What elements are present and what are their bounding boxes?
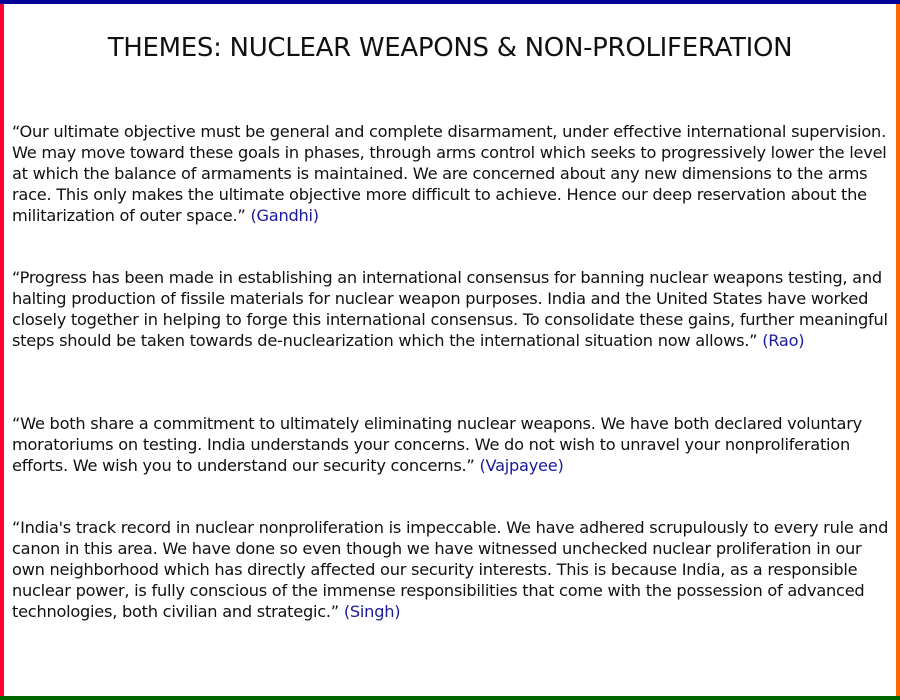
quote-gandhi	[12, 121, 894, 226]
quote-author: (Gandhi)	[250, 206, 319, 225]
border-left	[0, 4, 4, 696]
quote-text: “Progress has been made in establishing an international consensus for banning nuclear weapons testing, and halting production of fissile materials for nuclear weapon purposes. India and the United States have worked closely together in helping to forge this international consensus. To consolidate these gains, further meaningful steps should be taken towards de-nuclearization which the international situation now allows.”	[12, 268, 888, 350]
quote-author: (Singh)	[343, 602, 401, 621]
border-bottom	[0, 696, 900, 700]
quote-text: “We both share a commitment to ultimately eliminating nuclear weapons. We have both declared voluntary moratoriums on testing. India understands your concerns. We do not wish to unravel your nonproliferation efforts. We wish you to understand our security concerns.”	[12, 414, 862, 475]
quote-author: (Rao)	[762, 331, 805, 350]
border-right	[896, 4, 900, 696]
slide-title: THEMES: NUCLEAR WEAPONS & NON-PROLIFERATION	[107, 33, 793, 63]
quote-vajpayee	[12, 413, 894, 476]
quote-author: (Vajpayee)	[479, 456, 564, 475]
quote-rao	[12, 267, 894, 351]
quote-singh	[12, 517, 894, 622]
border-top	[0, 0, 900, 4]
quote-text: “India's track record in nuclear nonproliferation is impeccable. We have adhered scrupulously to every rule and canon in this area. We have done so even though we have witnessed unchecked nuclear proliferation in our own neighborhood which has directly affected our security interests. This is because India, as a responsible nuclear power, is fully conscious of the immense responsibilities that come with the possession of advanced technologies, both civilian and strategic.”	[12, 518, 889, 621]
quote-text: “Our ultimate objective must be general and complete disarmament, under effective international supervision. We may move toward these goals in phases, through arms control which seeks to progressively lower the level at which the balance of armaments is maintained. We are concerned about any new dimensions to the arms race. This only makes the ultimate objective more difficult to achieve. Hence our deep reservation about the militarization of outer space.”	[12, 122, 887, 225]
